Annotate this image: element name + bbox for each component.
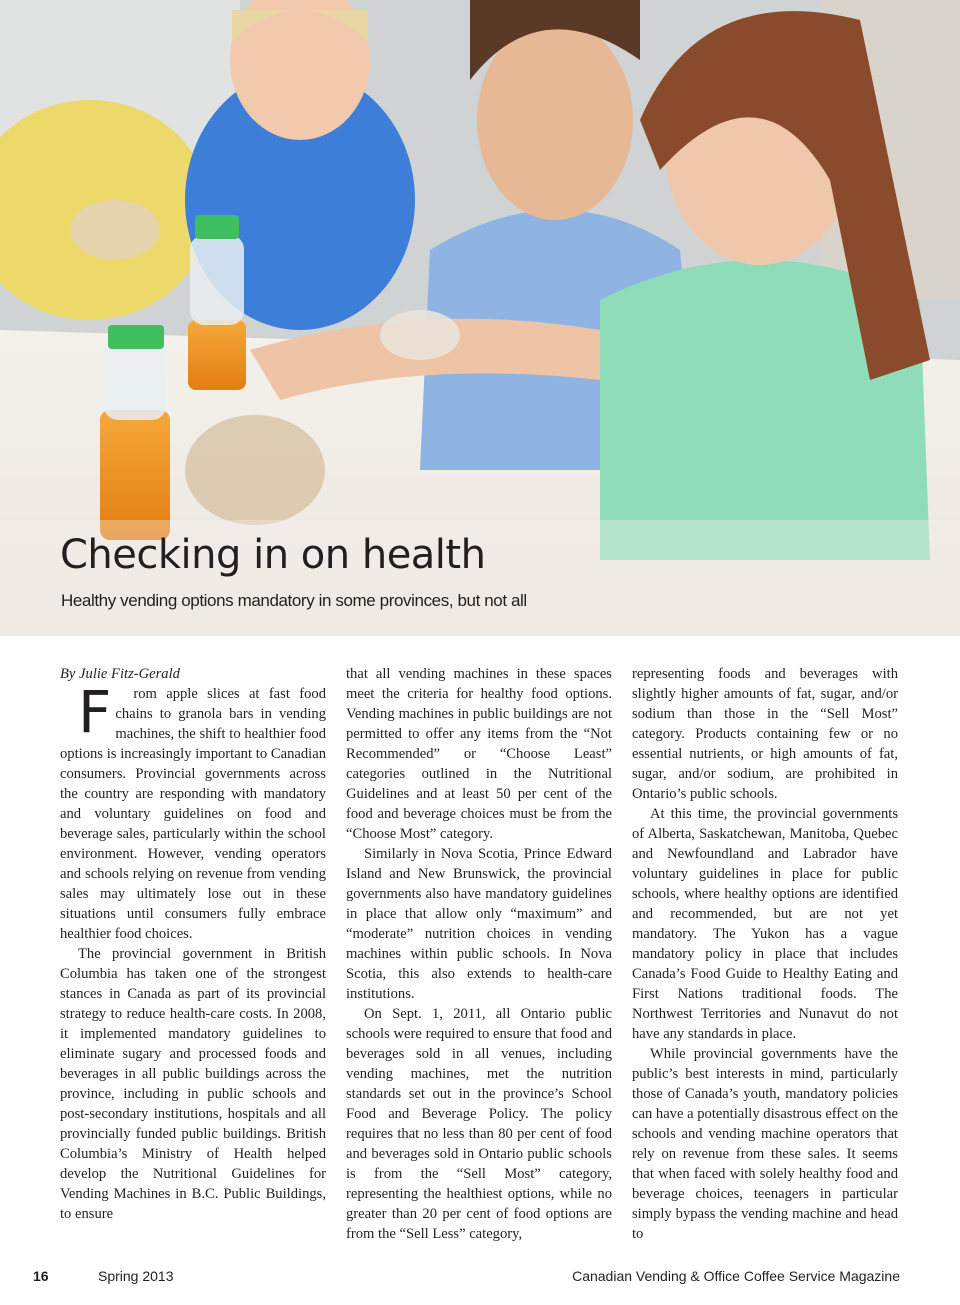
page-footer: [0, 1264, 960, 1288]
paragraph: representing foods and beverages with slightly higher amounts of fat, sugar, and/or sodium than those in the “Sell Most” category. Products containing few or no essential nutrients, or high amounts of fat, sugar, and/or sodium, are prohibited in Ontario’s public schools.: [632, 666, 898, 802]
juice-bottle-back: [188, 215, 246, 390]
article-subtitle: Healthy vending options mandatory in some provinces, but not all: [61, 591, 527, 610]
lead-paragraph: [60, 678, 326, 944]
paragraph: Similarly in Nova Scotia, Prince Edward Island and New Brunswick, the provincial governments also have mandatory guidelines in place that allow only “maximum” and “moderate” nutrition choices in vending machines within public schools. In Nova Scotia, this also extends to health-care institutions.: [346, 846, 612, 1002]
byline: By Julie Fitz-Gerald: [60, 666, 180, 682]
issue-label: Spring 2013: [98, 1268, 174, 1284]
page-number: 16: [33, 1268, 49, 1284]
paragraph: The provincial government in British Columbia has taken one of the strongest stances in Canada as part of its provincial strategy to reduce health-care costs. In 2008, it implemented mandatory guidelines to eliminate sugary and processed foods and beverages in all public buildings across the province, including in public schools and post-secondary institutions, hospitals and all provincially funded public buildings. British Columbia’s Ministry of Health helped develop the Nutritional Guidelines for Vending Machines in B.C. Public Buildings, to ensure: [60, 946, 326, 1222]
column-1: [60, 664, 326, 1246]
column-2: [346, 664, 612, 1246]
paragraph: At this time, the provincial governments of Alberta, Saskatchewan, Manitoba, Quebec and Newfoundland and Labrador have voluntary guidelines in place for public schools, where healthy options are identified and recommended, but are not yet mandatory. The Yukon has a vague mandatory policy in place that includes Canada’s Food Guide to Healthy Eating and First Nations traditional foods. The Northwest Territories and Nunavut do not have any standards in place.: [632, 806, 898, 1042]
hero-photo: [0, 0, 960, 636]
juice-bottle-front: [100, 325, 170, 540]
paragraph: On Sept. 1, 2011, all Ontario public schools were required to ensure that food and beverages sold in all venues, including vending machines, met the nutrition standards set out in the province’s School Food and Beverage Policy. The policy requires that no less than 80 per cent of food and beverages sold in Ontario public schools is from the “Sell Most” category, representing the healthiest options, while no greater than 20 per cent of food options are from the “Sell Less” category,: [346, 1006, 612, 1242]
article-body: [60, 664, 900, 1246]
article-title: Checking in on health: [60, 532, 486, 578]
lead-text: rom apple slices at fast food chains to granola bars in vending machines, the shift to healthier food options is increasingly important to Canadian consumers. Provincial governments across the country are responding with mandatory and voluntary guidelines on food and beverage sales, particularly within the school environment. However, vending operators and schools relying on revenue from vending sales may ultimately lose out in these situations until consumers fully embrace healthier food choices.: [60, 686, 326, 942]
magazine-name: Canadian Vending & Office Coffee Service Magazine: [572, 1268, 900, 1284]
drop-cap: F: [78, 678, 112, 746]
paragraph: that all vending machines in these spaces meet the criteria for healthy food options. Vending machines in public buildings are not permitted to offer any items from the “Not Recommended” or “Choose Least” categories outlined in the Nutritional Guidelines and at least 50 per cent of the food and beverage choices must be from the “Choose Most” category.: [346, 666, 612, 842]
column-3: [632, 664, 898, 1246]
paragraph: While provincial governments have the public’s best interests in mind, particularly those of Canada’s youth, mandatory policies can have a potentially disastrous effect on the schools and vending machine operators that rely on revenue from these sales. It seems that when faced with solely healthy food and beverage choices, teenagers in particular simply bypass the vending machine and head to: [632, 1046, 898, 1242]
